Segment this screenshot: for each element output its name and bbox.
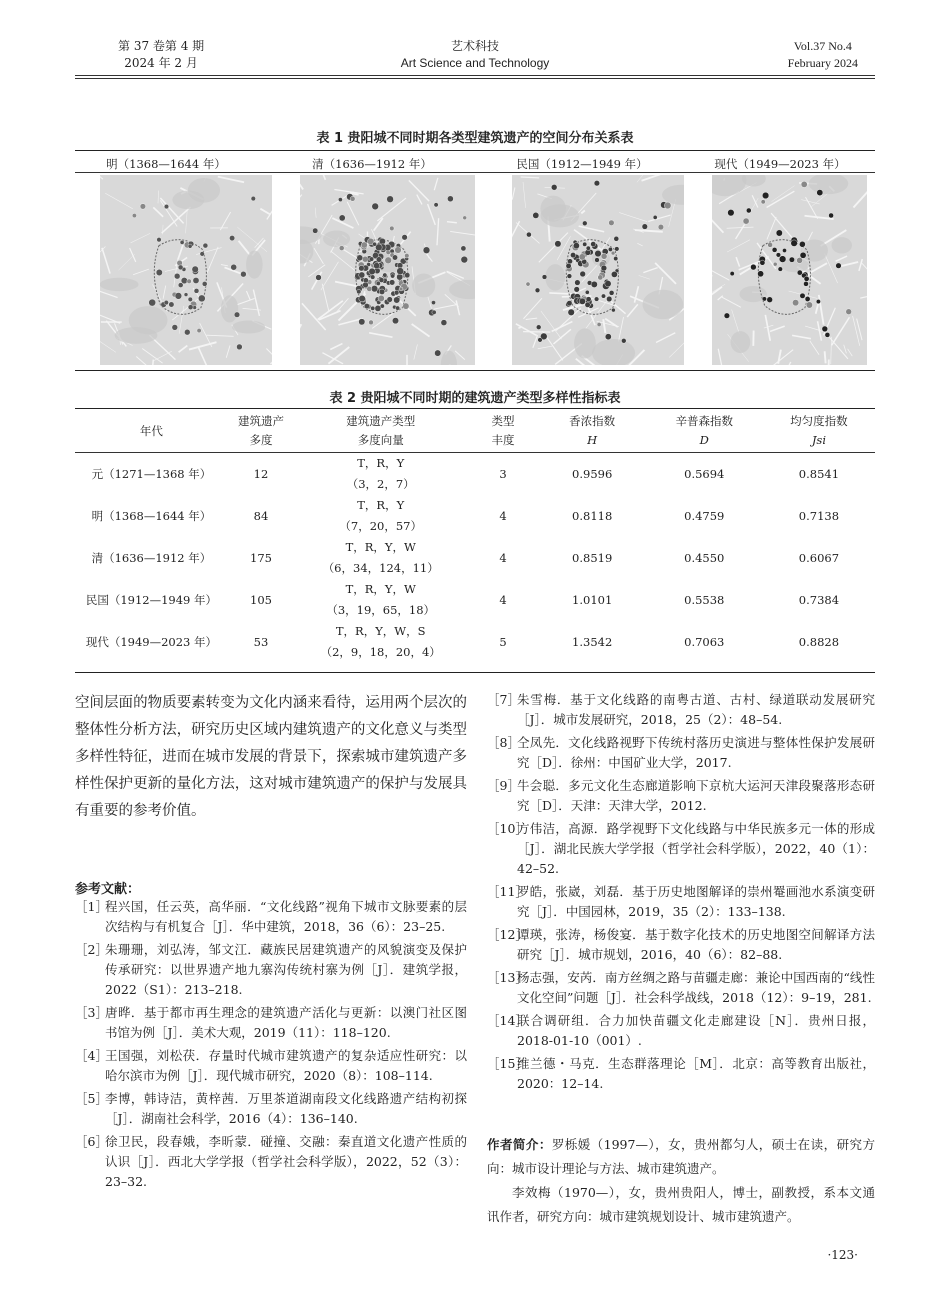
header-date-en: February 2024 (787, 56, 858, 70)
map-modern (712, 175, 867, 365)
page-number: ·123· (827, 1248, 858, 1262)
reference-item: ［8］ 仝凤先．文化线路视野下传统村落历史演进与整体性保护发展研究［D］．徐州：中国矿业大学，2017. (487, 735, 875, 770)
reference-item: ［12］ 谭瑛，张涛，杨俊宴．基于数字化技术的历史地图空间解译方法研究［J］．城市规划，2016，40（6）：82–88. (487, 927, 875, 962)
reference-item: ［10］ 方伟洁，高源．路学视野下文化线路与中华民族多元一体的形成［J］．湖北民族大学学报（哲学社会科学版），2022，40（1）：42–52. (487, 821, 875, 876)
header-right (788, 38, 858, 72)
references-right (487, 690, 875, 1097)
table1-period-ming: 明（1368—1644 年） (106, 157, 226, 171)
author-bio-2: 李效梅（1970—），女，贵州贵阳人，博士，副教授，系本文通讯作者，研究方向：城市建筑规划设计、城市建筑遗产。 (487, 1185, 875, 1224)
reference-item: ［4］ 王国强，刘松茯．存量时代城市建筑遗产的复杂适应性研究：以哈尔滨市为例［J］．现代城市研究，2020（8）：108–114. (75, 1048, 467, 1083)
table1-top-rule (75, 150, 875, 151)
col-abundance: 建筑遗产 多度 (237, 414, 284, 447)
table2-caption: 表 2 贵阳城不同时期的建筑遗产类型多样性指标表 (329, 391, 621, 406)
header-date: 2024 年 2 月 (124, 56, 198, 70)
references-title: 参考文献： (75, 882, 141, 897)
journal-title-cn: 艺术科技 (450, 39, 499, 53)
body-paragraph: 空间层面的物质要素转变为文化内涵来看待，运用两个层次的整体性分析方法，研究历史区域内建筑遗产的文化意义与类型多样性特征，进而在城市发展的背景下，探索城市建筑遗产多样性保护更新的量化方法，这对城市建筑遗产的保护与发展具有重要的参考价值。 (75, 695, 467, 819)
table2-top-rule (75, 408, 875, 409)
reference-item: ［11］ 罗皓，张崴，刘磊．基于历史地图解译的崇州罨画池水系演变研究［J］．中国园林，2019，35（2）：133–138. (487, 884, 875, 919)
author-info (487, 1133, 875, 1229)
table-row: 明（1368—1644 年） 84 T，R，Y （7，20，57） 4 0.8118 0.4759 0.7138 (91, 498, 840, 533)
reference-item: ［7］ 朱雪梅．基于文化线路的南粤古道、古村、绿道联动发展研究［J］．城市发展研究，2018，25（2）：48–54. (487, 692, 875, 727)
table-row: 元（1271—1368 年） 12 T，R，Y （3，2，7） 3 0.9596 0.5694 0.8541 (91, 456, 840, 491)
journal-title-en: Art Science and Technology (400, 56, 550, 70)
reference-item: ［14］ 联合调研组．合力加快苗疆文化走廊建设［N］．贵州日报，2018-01-10（001）. (487, 1013, 875, 1048)
col-vector: 建筑遗产类型 多度向量 (346, 414, 416, 447)
reference-item: ［2］ 朱珊珊，刘弘涛，邹文江．藏族民居建筑遗产的风貌演变及保护传承研究：以世界遗产地九寨沟传统村寨为例［J］．建筑学报，2022（S1）：213–218. (75, 942, 467, 997)
col-evenness: 均匀度指数 Jsi (790, 414, 848, 447)
table1-header-rule (75, 172, 875, 173)
table2 (75, 410, 875, 663)
reference-item: ［13］ 杨志强，安芮．南方丝绸之路与苗疆走廊：兼论中国西南的“线性文化空间”问题［J］．社会科学战线，2018（12）：9–19，281. (487, 970, 875, 1005)
reference-item: ［5］ 李博，韩诗洁，黄梓茜．万里茶道湖南段文化线路遗产结构初探［J］．湖南社会科学，2016（4）：136–140. (75, 1091, 467, 1126)
map-minguo (512, 175, 684, 365)
header-volume: 第 37 卷第 4 期 (118, 39, 205, 53)
header-rule-2 (75, 78, 875, 79)
reference-item: ［6］ 徐卫民，段春娥，李昕蒙．碰撞、交融：秦直道文化遗产性质的认识［J］．西北大学学报（哲学社会科学版），2022，52（3）：23–32. (75, 1134, 467, 1189)
reference-item: ［3］ 唐晔．基于都市再生理念的建筑遗产活化与更新：以澳门社区图书馆为例［J］．美术大观，2019（11）：118–120. (75, 1005, 467, 1040)
table1-period-minguo: 民国（1912—1949 年） (516, 157, 648, 171)
col-shannon: 香浓指数 H (569, 414, 616, 447)
map-qing (300, 175, 475, 365)
col-era: 年代 (139, 423, 163, 438)
map-ming (100, 175, 272, 365)
reference-item: ［1］ 程兴国，任云英，高华丽．“文化线路”视角下城市文脉要素的层次结构与有机复合［J］．华中建筑，2018，36（6）：23–25. (75, 899, 467, 934)
table1-period-qing: 清（1636—1912 年） (312, 157, 432, 171)
author-bio-1: 罗栎媛（1997—），女，贵州都匀人，硕士在读，研究方向：城市设计理论与方法、城市建筑遗产。 (487, 1137, 875, 1176)
table1-period-modern: 现代（1949—2023 年） (714, 157, 846, 171)
header-rule (75, 75, 875, 76)
reference-item: ［15］ 维兰德・马克．生态群落理论［M］．北京：高等教育出版社，2020：12–14. (487, 1056, 875, 1091)
reference-item: ［9］ 牛会聪．多元文化生态廊道影响下京杭大运河天津段聚落形态研究［D］．天津：天津大学，2012. (487, 778, 875, 813)
table1-bottom-rule (75, 370, 875, 371)
references-left (75, 897, 467, 1195)
table-row: 民国（1912—1949 年） 105 T，R，Y，W （3，19，65，18） 4 1.0101 0.5538 0.7384 (85, 582, 840, 617)
table1-caption: 表 1 贵阳城不同时期各类型建筑遗产的空间分布关系表 (316, 131, 634, 146)
col-simpson: 辛普森指数 D (675, 414, 733, 447)
author-label: 作者简介： (487, 1137, 552, 1152)
table-row: 清（1636—1912 年） 175 T，R，Y，W （6，34，124，11） 4 0.8519 0.4550 0.6067 (91, 540, 840, 575)
col-richness: 类型 丰度 (491, 414, 515, 447)
table-row: 现代（1949—2023 年） 53 T，R，Y，W，S （2，9，18，20，4） 5 1.3542 0.7063 0.8828 (85, 624, 840, 659)
header-volume-en: Vol.37 No.4 (793, 39, 852, 53)
table2-bottom-rule (75, 672, 875, 673)
